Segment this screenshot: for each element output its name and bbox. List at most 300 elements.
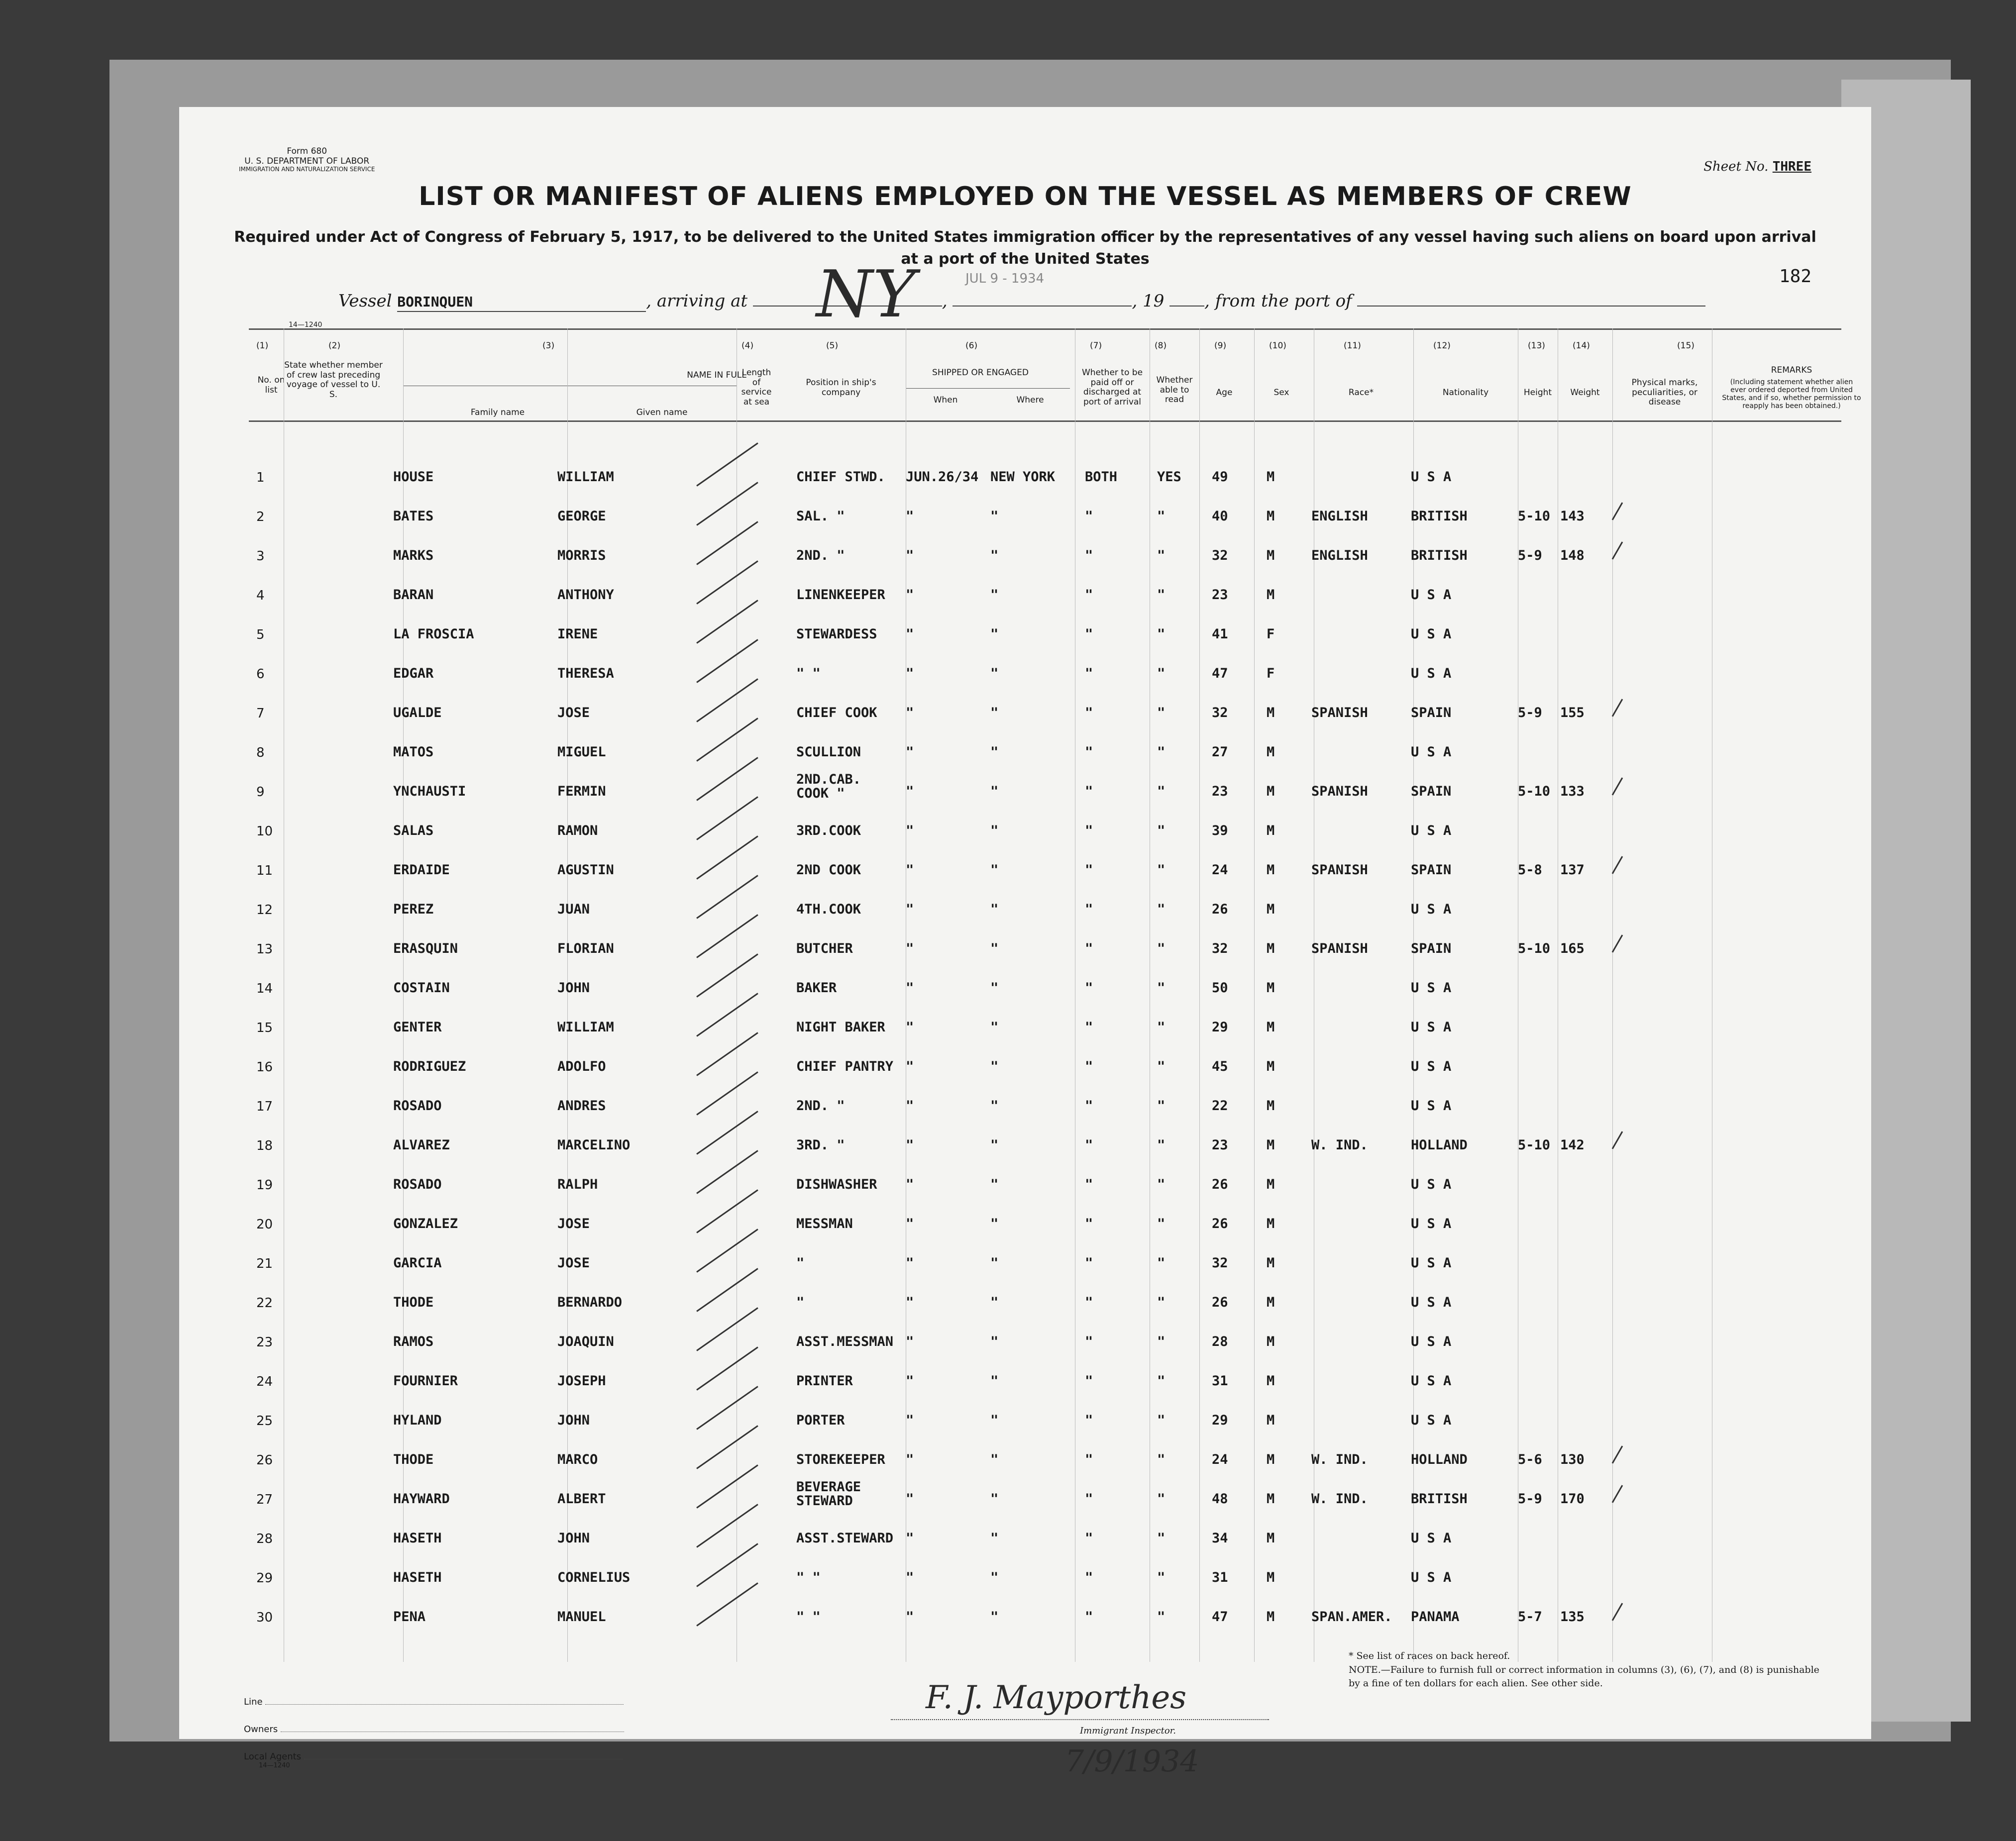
cell-where: " — [990, 509, 999, 524]
cell-age: 23 — [1212, 784, 1228, 799]
cell-age: 47 — [1212, 1609, 1228, 1625]
cell-position: DISHWASHER — [796, 1177, 877, 1192]
cell-position: SCULLION — [796, 744, 861, 760]
cell-nat: U S A — [1411, 1216, 1452, 1231]
cell-paid: " — [1085, 1059, 1093, 1074]
vessel-name: BORINQUEN — [397, 294, 473, 310]
cell-read: " — [1157, 1216, 1166, 1231]
cell-position: STOREKEEPER — [796, 1452, 885, 1467]
cell-sex: M — [1267, 1570, 1275, 1585]
cell-where: " — [990, 823, 999, 838]
cell-read: " — [1157, 1570, 1166, 1585]
cell-when: " — [906, 941, 914, 956]
cell-position: MESSMAN — [796, 1216, 853, 1231]
table-row — [179, 662, 1871, 701]
cell-race: ENGLISH — [1311, 509, 1368, 524]
remarks-check-mark — [1612, 856, 1623, 874]
footer-agents-code: 14—1240 — [259, 1762, 290, 1769]
inspection-date: 7/9/1934 — [1065, 1744, 1199, 1779]
cell-sex: M — [1267, 1255, 1275, 1271]
cell-nat: U S A — [1411, 1177, 1452, 1192]
cell-paid: " — [1085, 705, 1093, 720]
arriving-label: , arriving at — [646, 291, 748, 311]
cell-age: 32 — [1212, 705, 1228, 720]
cell-no: 26 — [256, 1453, 273, 1468]
cell-position: 2ND.CAB. COOK " — [796, 772, 861, 802]
cell-where: " — [990, 744, 999, 760]
cell-weight: 135 — [1560, 1609, 1585, 1625]
cell-given: MANUEL — [557, 1609, 606, 1625]
cell-family: PENA — [393, 1609, 426, 1625]
cell-family: EDGAR — [393, 666, 434, 681]
cell-when: " — [906, 1020, 914, 1035]
cell-family: BARAN — [393, 587, 434, 603]
cell-sex: M — [1267, 1216, 1275, 1231]
cell-paid: " — [1085, 744, 1093, 760]
cell-family: GENTER — [393, 1020, 442, 1035]
cell-age: 24 — [1212, 862, 1228, 878]
cell-when: " — [906, 744, 914, 760]
cell-read: " — [1157, 980, 1166, 996]
remarks-check-mark — [1612, 541, 1623, 559]
footnote-penalty: NOTE.—Failure to furnish full or correct information in columns (3), (6), (7), and (8) is punishable by a fine of ten dollars for each alien. See other side. — [1349, 1664, 1819, 1689]
cell-height: 5-9 — [1518, 705, 1542, 720]
cell-position: " — [796, 1255, 805, 1271]
cell-read: " — [1157, 784, 1166, 799]
arriving-handwritten: NY — [816, 256, 916, 332]
cell-family: RAMOS — [393, 1334, 434, 1349]
cell-age: 29 — [1212, 1413, 1228, 1428]
table-row — [179, 1330, 1871, 1369]
cell-nat: SPAIN — [1411, 784, 1452, 799]
cell-paid: " — [1085, 902, 1093, 917]
remarks-check-mark — [1612, 934, 1623, 952]
header-name-full: NAME IN FULL — [687, 370, 746, 380]
cell-family: MARKS — [393, 548, 434, 563]
header-when: When — [933, 395, 958, 405]
cell-position: NIGHT BAKER — [796, 1020, 885, 1035]
cell-paid: BOTH — [1085, 469, 1118, 485]
cell-no: 1 — [256, 470, 265, 485]
table-row — [179, 622, 1871, 662]
cell-race: SPANISH — [1311, 705, 1368, 720]
cell-read: " — [1157, 1295, 1166, 1310]
table-row — [179, 819, 1871, 858]
cell-read: " — [1157, 862, 1166, 878]
footer-agents — [244, 1751, 623, 1769]
cell-height: 5-7 — [1518, 1609, 1542, 1625]
cell-when: " — [906, 666, 914, 681]
cell-where: " — [990, 1059, 999, 1074]
header-height: Height — [1523, 388, 1552, 398]
cell-nat: BRITISH — [1411, 548, 1468, 563]
cell-position: CHIEF PANTRY — [796, 1059, 894, 1074]
cell-read: " — [1157, 1531, 1166, 1546]
cell-given: MARCO — [557, 1452, 598, 1467]
cell-weight: 148 — [1560, 548, 1585, 563]
cell-family: UGALDE — [393, 705, 442, 720]
cell-family: HOUSE — [393, 469, 434, 485]
cell-nat: U S A — [1411, 1373, 1452, 1389]
vessel-line: Vessel BORINQUEN , arriving at , , 19 , from the port of — [338, 291, 1705, 312]
cell-paid: " — [1085, 784, 1093, 799]
cell-family: YNCHAUSTI — [393, 784, 466, 799]
cell-given: ANTHONY — [557, 587, 614, 603]
cell-position: 3RD. " — [796, 1137, 845, 1153]
cell-where: " — [990, 705, 999, 720]
cell-where: " — [990, 1570, 999, 1585]
signature-line — [891, 1719, 1269, 1720]
cell-height: 5-10 — [1518, 1137, 1551, 1153]
cell-paid: " — [1085, 980, 1093, 996]
cell-race: SPANISH — [1311, 784, 1368, 799]
cell-family: GARCIA — [393, 1255, 442, 1271]
cell-given: ANDRES — [557, 1098, 606, 1114]
cell-sex: M — [1267, 705, 1275, 720]
cell-when: " — [906, 1373, 914, 1389]
cell-where: " — [990, 1177, 999, 1192]
cell-sex: M — [1267, 980, 1275, 996]
cell-position: PRINTER — [796, 1373, 853, 1389]
cell-paid: " — [1085, 666, 1093, 681]
cell-sex: M — [1267, 509, 1275, 524]
cell-paid: " — [1085, 1177, 1093, 1192]
cell-sex: M — [1267, 1137, 1275, 1153]
cell-age: 29 — [1212, 1020, 1228, 1035]
header-shipped: SHIPPED OR ENGAGED — [932, 368, 1029, 378]
cell-read: " — [1157, 902, 1166, 917]
cell-age: 26 — [1212, 1177, 1228, 1192]
table-row — [179, 772, 1871, 819]
cell-nat: U S A — [1411, 902, 1452, 917]
cell-when: " — [906, 1531, 914, 1546]
cell-no: 20 — [256, 1217, 273, 1232]
header-length: Length of service at sea — [741, 368, 772, 407]
cell-no: 29 — [256, 1571, 273, 1586]
cell-height: 5-9 — [1518, 548, 1542, 563]
cell-given: WILLIAM — [557, 469, 614, 485]
cell-age: 31 — [1212, 1570, 1228, 1585]
cell-family: LA FROSCIA — [393, 626, 474, 642]
header-race: Race* — [1348, 388, 1374, 398]
cell-when: " — [906, 1255, 914, 1271]
cell-family: ERDAIDE — [393, 862, 450, 878]
column-number: (14) — [1573, 341, 1590, 351]
cell-nat: SPAIN — [1411, 862, 1452, 878]
cell-nat: SPAIN — [1411, 941, 1452, 956]
remarks-check-mark — [1612, 777, 1623, 795]
header-bottom-rule — [249, 420, 1841, 422]
header-weight: Weight — [1570, 388, 1600, 398]
cell-when: " — [906, 1452, 914, 1467]
cell-paid: " — [1085, 1216, 1093, 1231]
cell-race: SPANISH — [1311, 941, 1368, 956]
cell-position: PORTER — [796, 1413, 845, 1428]
cell-read: " — [1157, 1098, 1166, 1114]
footer-agents-label: Local Agents — [244, 1751, 302, 1762]
cell-family: HAYWARD — [393, 1491, 450, 1507]
cell-when: " — [906, 1570, 914, 1585]
cell-read: " — [1157, 823, 1166, 838]
cell-when: " — [906, 1334, 914, 1349]
cell-paid: " — [1085, 1609, 1093, 1625]
cell-read: " — [1157, 1255, 1166, 1271]
cell-paid: " — [1085, 1452, 1093, 1467]
cell-read: " — [1157, 587, 1166, 603]
cell-given: JUAN — [557, 902, 590, 917]
cell-no: 28 — [256, 1532, 273, 1546]
cell-sex: M — [1267, 1098, 1275, 1114]
cell-nat: BRITISH — [1411, 509, 1468, 524]
cell-family: BATES — [393, 509, 434, 524]
cell-where: " — [990, 1255, 999, 1271]
cell-when: " — [906, 784, 914, 799]
header-remarks-title: REMARKS — [1771, 365, 1812, 375]
header-where: Where — [1016, 395, 1044, 405]
cell-read: " — [1157, 1452, 1166, 1467]
cell-family: SALAS — [393, 823, 434, 838]
page-number: 182 — [1779, 266, 1811, 287]
cell-no: 19 — [256, 1178, 273, 1193]
cell-position: " — [796, 1295, 805, 1310]
cell-read: " — [1157, 1059, 1166, 1074]
remarks-check-mark — [1612, 699, 1623, 716]
sheet-value: THREE — [1772, 159, 1811, 174]
header-sex: Sex — [1273, 388, 1289, 398]
cell-given: JOHN — [557, 1413, 590, 1428]
cell-given: JOHN — [557, 1531, 590, 1546]
cell-given: BERNARDO — [557, 1295, 623, 1310]
cell-paid: " — [1085, 1334, 1093, 1349]
cell-paid: " — [1085, 823, 1093, 838]
cell-paid: " — [1085, 1413, 1093, 1428]
table-row — [179, 1369, 1871, 1409]
cell-age: 28 — [1212, 1334, 1228, 1349]
cell-read: " — [1157, 744, 1166, 760]
table-row — [179, 976, 1871, 1016]
cell-weight: 165 — [1560, 941, 1585, 956]
cell-position: BEVERAGE STEWARD — [796, 1479, 861, 1509]
cell-weight: 143 — [1560, 509, 1585, 524]
cell-nat: U S A — [1411, 1334, 1452, 1349]
cell-race: W. IND. — [1311, 1452, 1368, 1467]
cell-height: 5-10 — [1518, 784, 1551, 799]
column-number: (8) — [1155, 341, 1167, 351]
cell-where: " — [990, 1452, 999, 1467]
cell-sex: F — [1267, 666, 1275, 681]
cell-height: 5-10 — [1518, 509, 1551, 524]
cell-age: 26 — [1212, 1295, 1228, 1310]
cell-given: JOSE — [557, 1255, 590, 1271]
cell-when: " — [906, 902, 914, 917]
column-number: (12) — [1433, 341, 1451, 351]
cell-paid: " — [1085, 1137, 1093, 1153]
cell-nat: U S A — [1411, 1255, 1452, 1271]
cell-nat: U S A — [1411, 1020, 1452, 1035]
footer-line — [244, 1697, 624, 1707]
column-number: (10) — [1269, 341, 1286, 351]
header-marks: Physical marks, peculiarities, or disease — [1631, 378, 1698, 408]
cell-age: 32 — [1212, 941, 1228, 956]
cell-given: ALBERT — [557, 1491, 606, 1507]
column-number: (4) — [742, 341, 754, 351]
cell-age: 41 — [1212, 626, 1228, 642]
cell-position: LINENKEEPER — [796, 587, 885, 603]
cell-when: " — [906, 587, 914, 603]
cell-no: 10 — [256, 824, 273, 839]
cell-no: 18 — [256, 1138, 273, 1153]
cell-sex: M — [1267, 1177, 1275, 1192]
cell-sex: M — [1267, 548, 1275, 563]
cell-position: 4TH.COOK — [796, 902, 861, 917]
cell-nat: U S A — [1411, 1531, 1452, 1546]
cell-no: 24 — [256, 1374, 273, 1389]
cell-given: RALPH — [557, 1177, 598, 1192]
cell-family: ROSADO — [393, 1098, 442, 1114]
form-code: 14—1240 — [289, 321, 322, 329]
cell-read: " — [1157, 626, 1166, 642]
cell-no: 16 — [256, 1060, 273, 1075]
cell-when: " — [906, 1059, 914, 1074]
cell-position: STEWARDESS — [796, 626, 877, 642]
cell-age: 40 — [1212, 509, 1228, 524]
table-row — [179, 937, 1871, 976]
cell-race: SPANISH — [1311, 862, 1368, 878]
cell-where: " — [990, 1295, 999, 1310]
cell-read: " — [1157, 509, 1166, 524]
table-row — [179, 1133, 1871, 1173]
cell-family: HASETH — [393, 1531, 442, 1546]
table-row — [179, 1605, 1871, 1644]
cell-age: 50 — [1212, 980, 1228, 996]
column-number: (2) — [328, 341, 341, 351]
shipped-divider — [906, 388, 1070, 389]
cell-when: " — [906, 1413, 914, 1428]
cell-no: 15 — [256, 1021, 273, 1035]
cell-where: " — [990, 862, 999, 878]
cell-given: WILLIAM — [557, 1020, 614, 1035]
cell-sex: M — [1267, 469, 1275, 485]
cell-no: 25 — [256, 1414, 273, 1429]
header-no: No. on list — [257, 375, 285, 395]
cell-when: " — [906, 823, 914, 838]
table-row — [179, 701, 1871, 740]
cell-paid: " — [1085, 941, 1093, 956]
cell-age: 32 — [1212, 1255, 1228, 1271]
page-title: LIST OR MANIFEST OF ALIENS EMPLOYED ON THE VESSEL AS MEMBERS OF CREW — [419, 182, 1632, 211]
cell-nat: U S A — [1411, 1570, 1452, 1585]
cell-given: MORRIS — [557, 548, 606, 563]
cell-nat: U S A — [1411, 666, 1452, 681]
cell-read: " — [1157, 548, 1166, 563]
cell-paid: " — [1085, 509, 1093, 524]
cell-when: " — [906, 1098, 914, 1114]
cell-family: GONZALEZ — [393, 1216, 458, 1231]
cell-age: 26 — [1212, 1216, 1228, 1231]
date-stamp: JUL 9 - 1934 — [965, 271, 1045, 286]
table-row — [179, 1291, 1871, 1330]
form-identifier — [239, 147, 375, 173]
cell-family: THODE — [393, 1295, 434, 1310]
cell-when: " — [906, 1491, 914, 1507]
cell-paid: " — [1085, 1491, 1093, 1507]
cell-paid: " — [1085, 1531, 1093, 1546]
cell-when: " — [906, 1295, 914, 1310]
footer-owners-label: Owners — [244, 1724, 278, 1735]
column-number: (5) — [826, 341, 839, 351]
cell-no: 22 — [256, 1296, 273, 1311]
table-row — [179, 1409, 1871, 1448]
cell-when: " — [906, 862, 914, 878]
cell-where: " — [990, 1216, 999, 1231]
cell-nat: U S A — [1411, 1295, 1452, 1310]
cell-when: " — [906, 626, 914, 642]
cell-when: " — [906, 980, 914, 996]
column-number: (1) — [256, 341, 269, 351]
cell-age: 27 — [1212, 744, 1228, 760]
cell-nat: PANAMA — [1411, 1609, 1460, 1625]
cell-given: MARCELINO — [557, 1137, 631, 1153]
cell-position: ASST.STEWARD — [796, 1531, 894, 1546]
table-row — [179, 898, 1871, 937]
cell-where: NEW YORK — [990, 469, 1056, 485]
cell-position: BUTCHER — [796, 941, 853, 956]
cell-family: COSTAIN — [393, 980, 450, 996]
cell-race: W. IND. — [1311, 1491, 1368, 1507]
cell-weight: 130 — [1560, 1452, 1585, 1467]
header-age: Age — [1216, 388, 1233, 398]
manifest-page — [179, 107, 1871, 1779]
cell-height: 5-6 — [1518, 1452, 1542, 1467]
cell-read: " — [1157, 1020, 1166, 1035]
cell-given: IRENE — [557, 626, 598, 642]
column-number: (13) — [1528, 341, 1545, 351]
cell-no: 5 — [256, 627, 265, 642]
cell-paid: " — [1085, 548, 1093, 563]
table-row — [179, 1251, 1871, 1291]
cell-no: 6 — [256, 667, 265, 682]
cell-sex: M — [1267, 1373, 1275, 1389]
cell-paid: " — [1085, 626, 1093, 642]
cell-age: 45 — [1212, 1059, 1228, 1074]
cell-nat: U S A — [1411, 980, 1452, 996]
cell-height: 5-9 — [1518, 1491, 1542, 1507]
cell-nat: HOLLAND — [1411, 1452, 1468, 1467]
cell-no: 30 — [256, 1610, 273, 1625]
remarks-check-mark — [1612, 1131, 1623, 1149]
footnote — [1349, 1649, 1821, 1691]
cell-when: " — [906, 705, 914, 720]
table-row — [179, 1173, 1871, 1212]
cell-position: 2ND. " — [796, 1098, 845, 1114]
cell-sex: M — [1267, 1020, 1275, 1035]
vessel-label: Vessel — [338, 291, 392, 311]
cell-position: CHIEF COOK — [796, 705, 877, 720]
cell-sex: M — [1267, 1491, 1275, 1507]
cell-age: 39 — [1212, 823, 1228, 838]
cell-given: FERMIN — [557, 784, 606, 799]
cell-age: 31 — [1212, 1373, 1228, 1389]
form-number: Form 680 — [287, 146, 327, 156]
cell-no: 17 — [256, 1099, 273, 1114]
cell-given: MIGUEL — [557, 744, 606, 760]
cell-age: 24 — [1212, 1452, 1228, 1467]
cell-sex: M — [1267, 1452, 1275, 1467]
cell-where: " — [990, 941, 999, 956]
cell-given: JOSEPH — [557, 1373, 606, 1389]
table-row — [179, 544, 1871, 583]
cell-read: " — [1157, 705, 1166, 720]
